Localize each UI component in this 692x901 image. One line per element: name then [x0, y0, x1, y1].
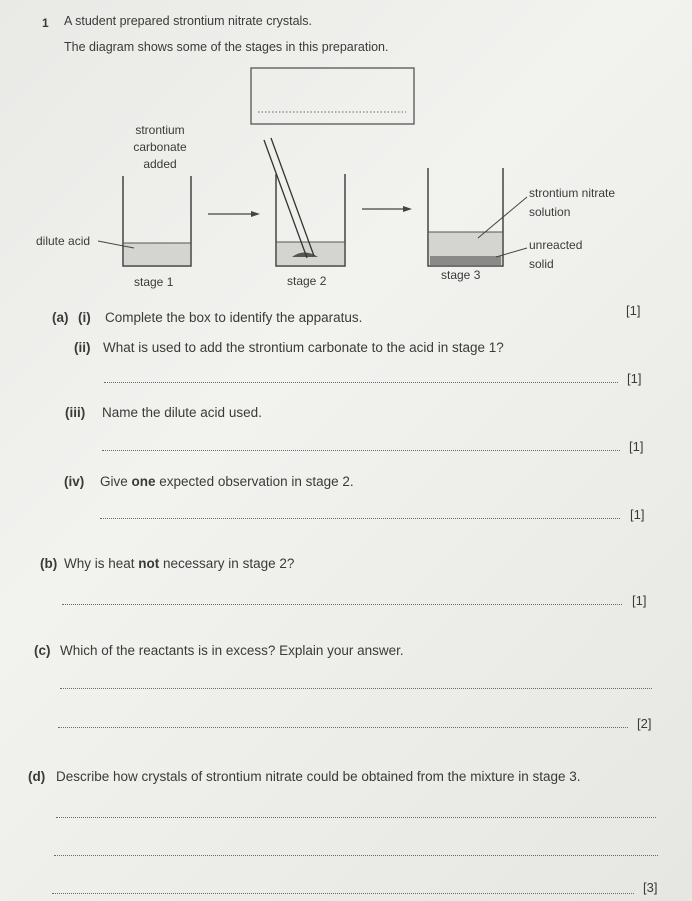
part-b-text [64, 556, 294, 571]
part-b-letter: (b) [40, 556, 58, 571]
stage3-beaker [428, 168, 503, 266]
part-a-iv-number: (iv) [64, 474, 85, 489]
part-a-iii-text: Name the dilute acid used. [102, 405, 262, 420]
part-a-i-number: (i) [78, 310, 91, 325]
part-b-answer-line[interactable] [62, 604, 622, 605]
part-a-iv-text-post: expected observation in stage 2. [155, 474, 354, 489]
part-a-iii-mark: [1] [629, 439, 644, 454]
part-b-text-bold: not [138, 556, 160, 571]
part-d-answer-line-2[interactable] [54, 855, 658, 856]
added-label-line1: strontium [135, 123, 185, 137]
solid-label [529, 236, 582, 274]
part-a-iv-text [100, 474, 354, 489]
part-b-text-post: necessary in stage 2? [159, 556, 295, 571]
solution-label [529, 184, 615, 222]
part-c-answer-line-1[interactable] [60, 688, 652, 689]
part-a-iv-text-bold: one [131, 474, 156, 489]
part-a-iii-number: (iii) [65, 405, 86, 420]
diagram-description: The diagram shows some of the stages in this preparation. [64, 40, 389, 54]
part-a-ii-mark: [1] [627, 371, 642, 386]
solid-label-line2: solid [529, 257, 554, 271]
arrow-stage1-to-2 [208, 211, 260, 217]
glass-rod [264, 138, 314, 258]
part-c-text: Which of the reactants is in excess? Explain your answer. [60, 643, 404, 658]
part-b-mark: [1] [632, 593, 647, 608]
acid-label: dilute acid [36, 234, 91, 248]
part-c-mark: [2] [637, 716, 652, 731]
preparation-diagram [0, 0, 692, 300]
part-a-iii-answer-line[interactable] [102, 450, 620, 451]
apparatus-answer-box [251, 68, 414, 124]
part-c-letter: (c) [34, 643, 51, 658]
part-a-iv-answer-line[interactable] [100, 518, 620, 519]
part-a-letter: (a) [52, 310, 69, 325]
part-c-answer-line-2[interactable] [58, 727, 628, 728]
part-d-answer-line-1[interactable] [56, 817, 656, 818]
question-number: 1 [42, 16, 49, 30]
part-a-ii-text: What is used to add the strontium carbonate to the acid in stage 1? [103, 340, 504, 355]
part-d-letter: (d) [28, 769, 46, 784]
part-a-iv-mark: [1] [630, 507, 645, 522]
stage3-label: stage 3 [441, 268, 481, 282]
solution-label-line1: strontium nitrate [529, 186, 616, 200]
part-a-iv-text-pre: Give [100, 474, 132, 489]
part-d-answer-line-3[interactable] [52, 893, 634, 894]
part-a-ii-number: (ii) [74, 340, 91, 355]
added-label-line2: carbonate [133, 140, 187, 154]
part-b-text-pre: Why is heat [64, 556, 139, 571]
question-intro: A student prepared strontium nitrate crystals. [64, 14, 313, 28]
part-a-i-text: Complete the box to identify the apparatus. [105, 310, 363, 325]
arrow-stage2-to-3 [362, 206, 412, 212]
stage1-label: stage 1 [134, 275, 174, 289]
stage1-beaker [123, 176, 191, 266]
solid-label-line1: unreacted [529, 238, 583, 252]
part-d-mark: [3] [643, 880, 658, 895]
part-a-i-mark: [1] [626, 303, 641, 318]
added-label [118, 122, 202, 173]
part-a-ii-answer-line[interactable] [104, 382, 618, 383]
solution-label-line2: solution [529, 205, 571, 219]
stage2-label: stage 2 [287, 274, 327, 288]
part-d-text: Describe how crystals of strontium nitrate could be obtained from the mixture in stage 3. [56, 769, 581, 784]
stage2-beaker [276, 174, 345, 266]
added-label-line3: added [143, 157, 177, 171]
